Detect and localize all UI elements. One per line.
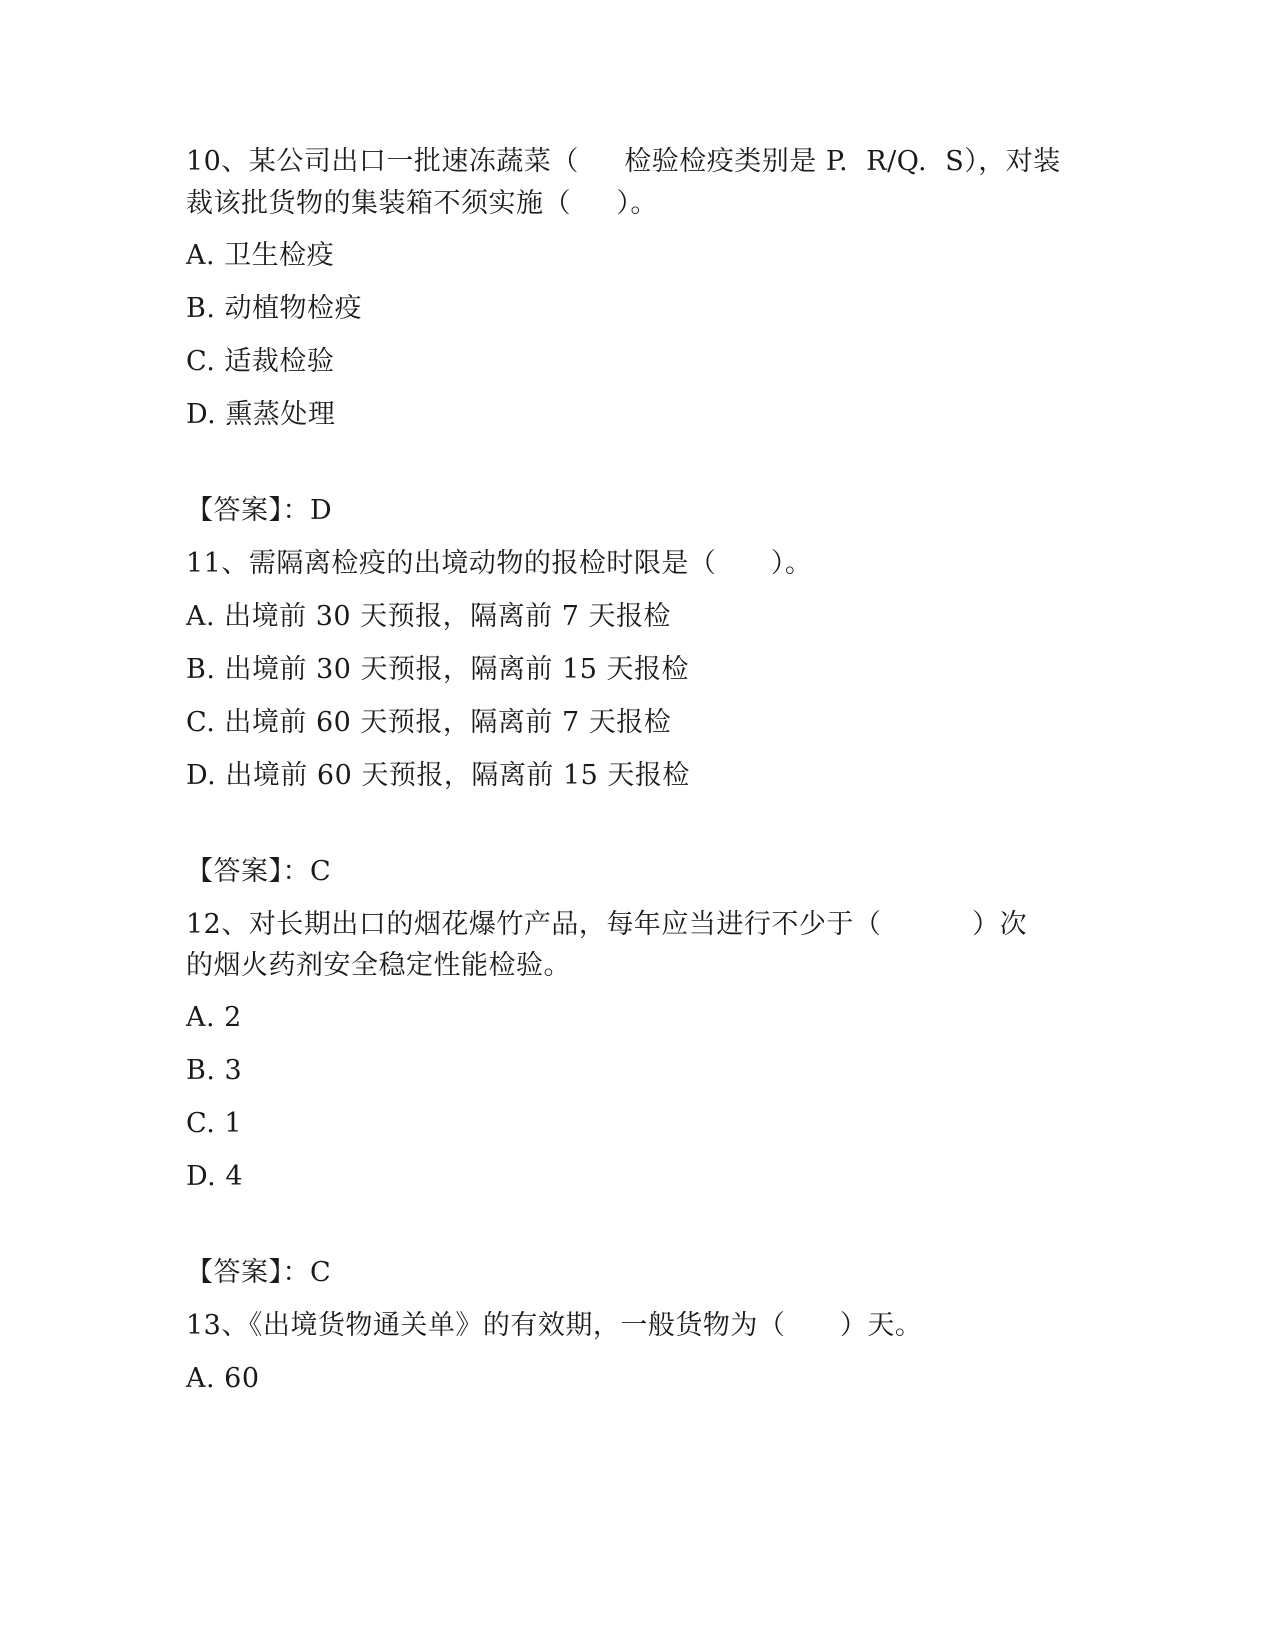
question-12-option-c: C. 1 <box>186 1108 243 1139</box>
question-10-answer: 【答案】：D <box>186 495 333 526</box>
question-10-option-d: D. 熏蒸处理 <box>186 399 336 430</box>
question-13-option-a: A. 60 <box>186 1363 260 1394</box>
question-11-answer: 【答案】：C <box>186 856 332 887</box>
question-10-option-a: A. 卫生检疫 <box>186 240 335 271</box>
question-12-option-a: A. 2 <box>186 1002 242 1033</box>
question-10-option-b: B. 动植物检疫 <box>186 293 363 324</box>
question-12-option-b: B. 3 <box>186 1055 243 1086</box>
question-13-stem-line-1: 13、《出境货物通关单》的有效期，一般货物为（ ）天。 <box>186 1310 923 1341</box>
question-10-option-c: C. 适裁检验 <box>186 346 335 377</box>
question-10-stem-line-2: 裁该批货物的集装箱不须实施（ ）。 <box>186 188 658 219</box>
question-11-stem-line-1: 11、需隔离检疫的出境动物的报检时限是（ ）。 <box>186 548 813 579</box>
question-12-stem-line-1: 12、对长期出口的烟花爆竹产品，每年应当进行不少于（ ）次 <box>186 909 1028 940</box>
question-10-stem-line-1: 10、某公司出口一批速冻蔬菜（ 检验检疫类别是 P. R/Q. S），对装 <box>186 146 1061 177</box>
question-11-option-d: D. 出境前 60 天预报，隔离前 15 天报检 <box>186 760 690 791</box>
question-12-answer: 【答案】：C <box>186 1257 332 1288</box>
question-11-option-b: B. 出境前 30 天预报，隔离前 15 天报检 <box>186 654 690 685</box>
question-11-option-c: C. 出境前 60 天预报，隔离前 7 天报检 <box>186 707 672 738</box>
question-12-stem-line-2: 的烟火药剂安全稳定性能检验。 <box>186 950 571 981</box>
question-12-option-d: D. 4 <box>186 1161 244 1192</box>
question-11-option-a: A. 出境前 30 天预报，隔离前 7 天报检 <box>186 601 672 632</box>
